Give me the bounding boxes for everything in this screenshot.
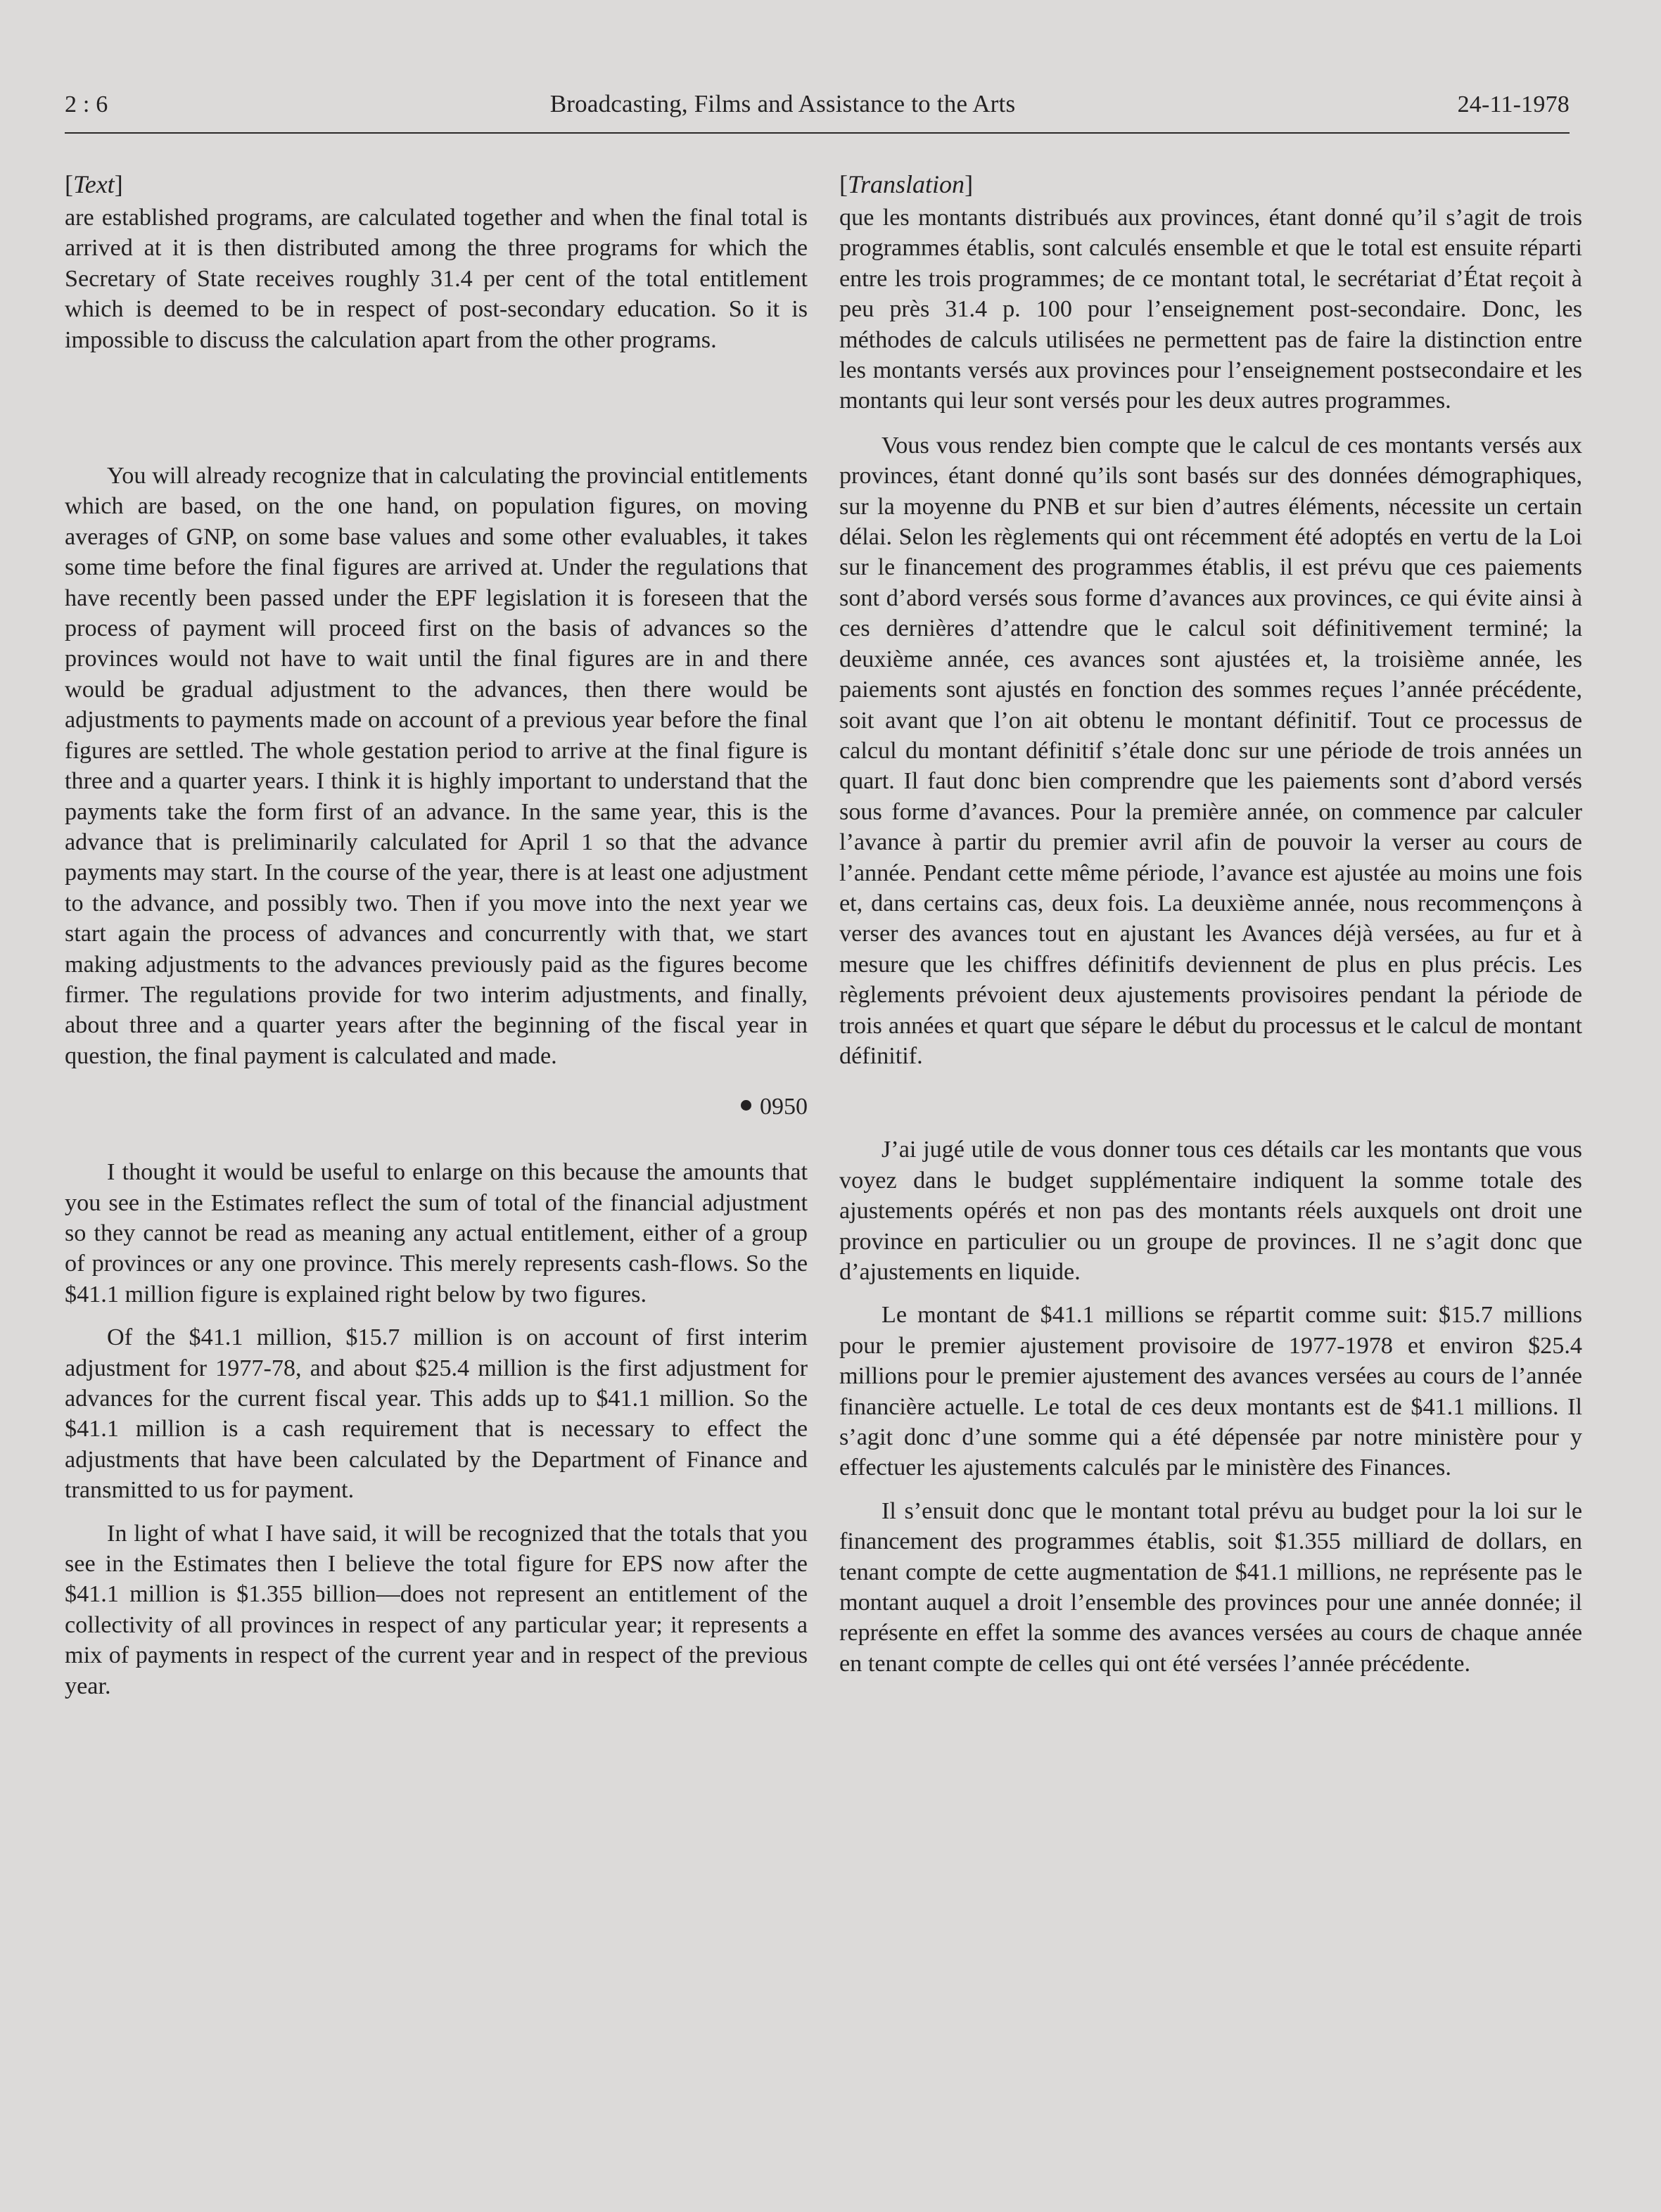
running-header — [65, 90, 1570, 118]
translation-column — [839, 167, 1582, 1679]
paragraph: In light of what I have said, it will be recognized that the totals that you see in the Estimates then I believe the total figure for EPS now after the $41.1 million is $1.355 billion—does not represent an entitlement of the collectivity of all provinces in respect of any particular year; it represents a mix of payments in respect of the current year and in respect of the previous year. — [65, 1520, 808, 1699]
column-label-translation: [Translation] — [839, 170, 974, 198]
paragraph: I thought it would be useful to enlarge on this because the amounts that you see in the Estimates reflect the sum of total of the financial adjustment so they cannot be read as meaning any actual entitlement, either of a group of provinces or any one province. This merely represents cash-flows. So the $41.1 million figure is explained right below by two figures. — [65, 1159, 808, 1308]
paragraph: You will already recognize that in calculating the provincial entitlements which are based, on the one hand, on population figures, on moving averages of GNP, on some base values and some other evaluables, it takes some time before the final figures are arrived at. Under the regulations that have recently been passed under the EPF legislation it is foreseen that the process of payment will proceed first on the basis of advances so the provinces would not have to wait until the final figures are in and there would be gradual adjustment to the advances, then there would be adjustments to payments made on account of a previous year before the final figures are settled. The whole gestation period to arrive at the final figure is three and a quarter years. I think it is highly important to understand that the payments take the form first of an advance. In the same year, this is the advance that is preliminarily calculated for April 1 so that the advance payments may start. In the course of the year, there is at least one adjustment to the advance, and possibly two. Then if you move into the next year we start again the process of advances and concurrently with that, we start making adjustments to the advances previously paid as the figures become firmer. The regulations provide for two interim adjustments, and finally, about three and a quarter years after the beginning of the fiscal year in question, the final payment is calculated and made. — [65, 463, 808, 1069]
time-marker: 0950 — [65, 1092, 808, 1122]
paragraph: Of the $41.1 million, $15.7 million is on account of first interim adjustment for 1977-78, and about $25.4 million is the first adjustment for advances for the current fiscal year. This adds up to $41.1 million. So the $41.1 million is a cash requirement that is necessary to effect the adjustments that have been calculated by the Department of Finance and transmitted to us for payment. — [65, 1324, 808, 1504]
column-label-text: [Text] — [65, 170, 123, 198]
page-number: 2 : 6 — [65, 91, 108, 117]
text-column — [65, 167, 808, 1701]
paragraph: Vous vous rendez bien compte que le calcul de ces montants versés aux provinces, étant donné qu’ils sont basés sur des données démographiques, sur la moyenne du PNB et sur bien d’autres éléments, nécessite un certain délai. Selon les règlements qui ont récemment été adoptés en vertu de la Loi sur le financement des programmes établis, il est prévu que ces paiements sont d’abord versés sous forme d’avances aux provinces, ce qui évite ainsi à ces dernières d’attendre que le calcul soit définitivement terminé; la deuxième année, ces avances sont ajustées et, la troisième année, les paiements sont ajustés en fonction des sommes reçues l’année précédente, soit avant que l’on ait obtenu le montant définitif. Tout ce processus de calcul du montant définitif s’étale donc sur une période de trois années un quart. Il faut donc bien comprendre que les paiements sont d’abord versés sous forme d’avances. Pour la première année, on commence par calculer l’avance à partir du premier avril afin de pouvoir la verser au cours de l’année. Pendant cette même période, l’avance est ajustée au moins une fois et, dans certains cas, deux fois. La deuxième année, nous recommençons à verser des avances tout en ajustant les Avances déjà versées, au fur et à mesure que les chiffres définitifs deviennent de plus en plus précis. Les règlements prévoient deux ajustements provisoires pendant la période de trois années et quart que sépare le début du processus et le calcul de montant définitif. — [839, 432, 1582, 1069]
paragraph: Le montant de $41.1 millions se répartit comme suit: $15.7 millions pour le premier ajustement provisoire de 1977-1978 et environ $25.4 millions pour le premier ajustement des avances versées au cours de l’année financière actuelle. Le total de ces deux montants est de $41.1 millions. Il s’agit donc d’une somme qui a été dépensée par notre ministère pour y effectuer les ajustements calculés par le ministère des Finances. — [839, 1302, 1582, 1481]
paragraph: are established programs, are calculated together and when the final total is arrived at it is then distributed among the three programs for which the Secretary of State receives roughly 31.4 per cent of the total entitlement which is deemed to be in respect of post-secondary education. So it is impossible to discuss the calculation apart from the other programs. — [65, 205, 808, 353]
header-rule — [65, 132, 1570, 134]
paragraph: que les montants distribués aux provinces, étant donné qu’il s’agit de trois programmes établis, sont calculés ensemble et que le total est ensuite réparti entre les trois programmes; de ce montant total, le secrétariat d’État reçoit à peu près 31.4 p. 100 pour l’enseignement post-secondaire. Donc, les méthodes de calculs utilisées ne permettent pas de faire la distinction entre les montants versés aux provinces pour l’enseignement postsecondaire et les montants qui leur sont versés pour les deux autres programmes. — [839, 205, 1582, 414]
bullet-icon — [741, 1100, 751, 1111]
header-date: 24-11-1978 — [1457, 91, 1570, 117]
paragraph: Il s’ensuit donc que le montant total prévu au budget pour la loi sur le financement des programmes établis, soit $1.355 milliard de dollars, en tenant compte de cette augmentation de $41.1 millions, ne représente pas le montant auquel a droit l’ensemble des provinces pour une année donnée; il représente en effet la somme des avances versées au cours de chaque année en tenant compte de celles qui ont été versées l’année précédente. — [839, 1497, 1582, 1677]
paragraph: J’ai jugé utile de vous donner tous ces détails car les montants que vous voyez dans le budget supplémentaire indiquent la somme totale des ajustements opérés et non pas des montants réels auxquels ont droit une province en particulier ou un groupe de provinces. Il ne s’agit donc que d’ajustements en liquide. — [839, 1137, 1582, 1285]
header-title: Broadcasting, Films and Assistance to the Arts — [549, 90, 1016, 117]
